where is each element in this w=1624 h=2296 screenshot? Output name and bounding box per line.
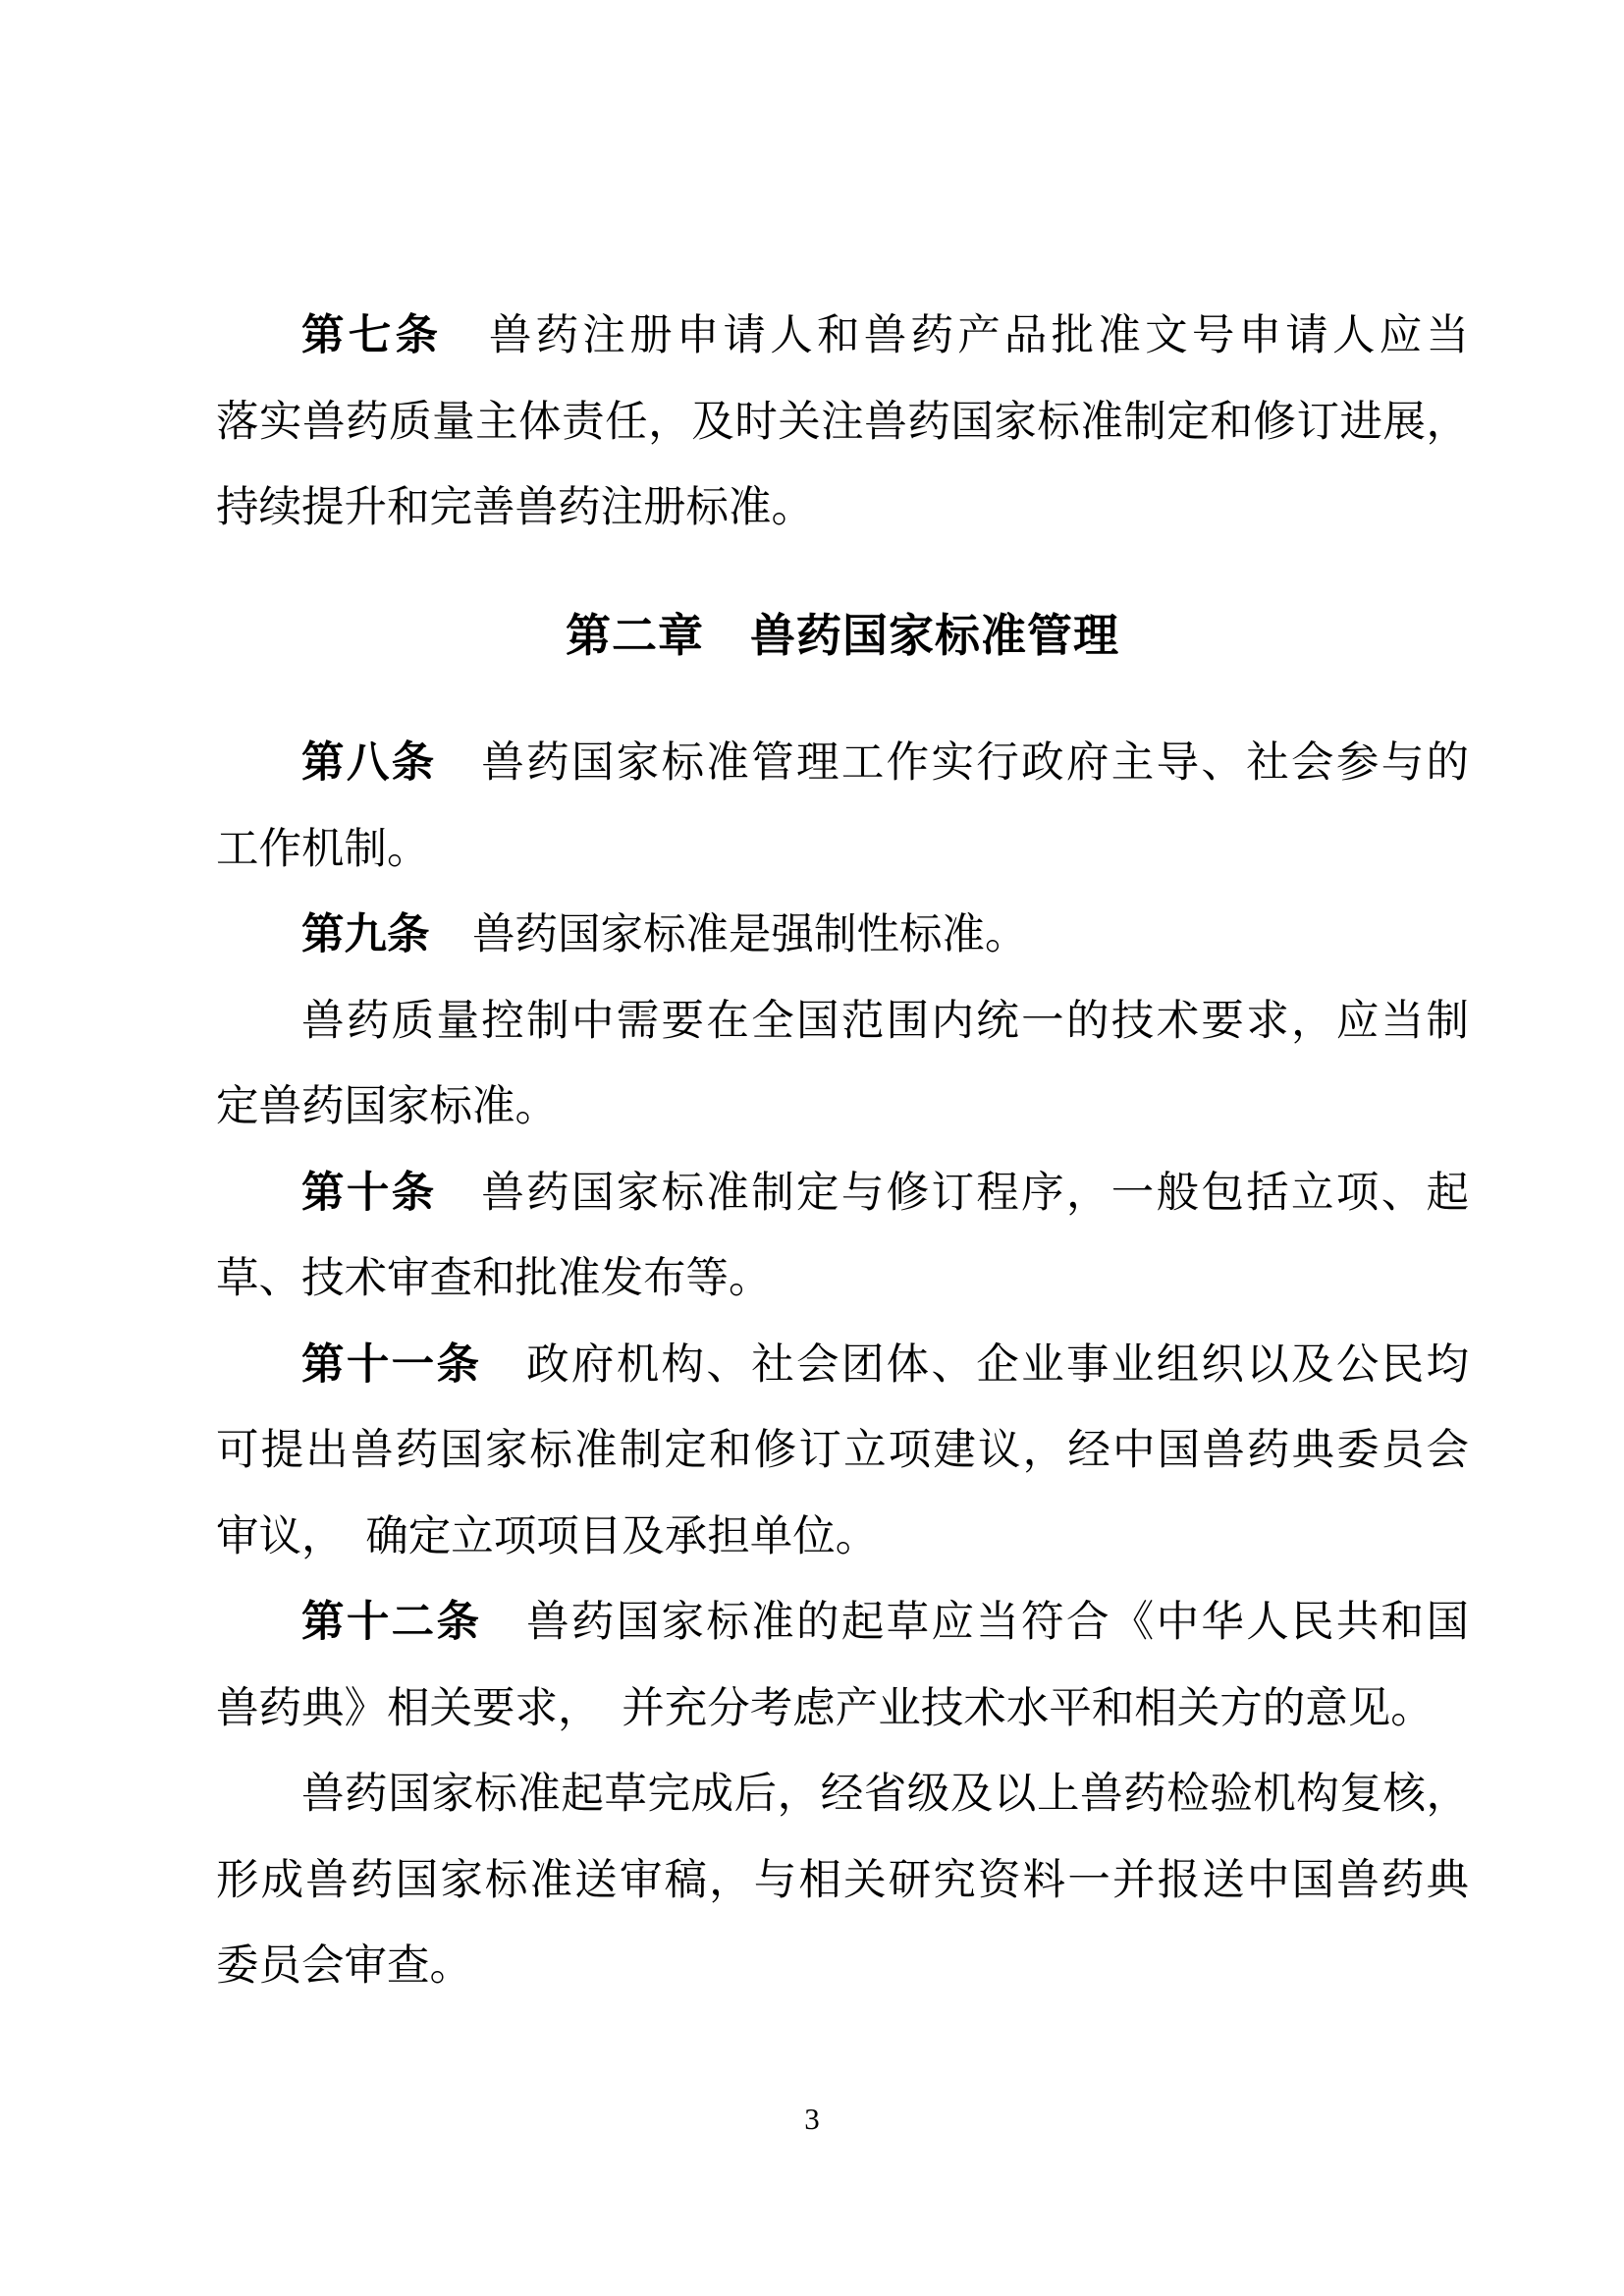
- article-12: [216, 1580, 1469, 1752]
- article-7-line-2: [216, 380, 1469, 466]
- article-7-label: 第七条: [301, 312, 443, 359]
- article-12-p2-line-1-text: 兽药国家标准起草完成后，经省级及以上兽药检验机构复核，: [301, 1771, 1469, 1818]
- article-9-p2-line-2: [216, 1065, 1469, 1151]
- article-11: [216, 1323, 1469, 1581]
- article-8-line-1: [216, 721, 1469, 807]
- article-7: [216, 294, 1469, 552]
- article-11-line-1-text: 政府机构、社会团体、企业事业组织以及公民均: [481, 1340, 1470, 1389]
- article-7-line-3: [216, 465, 1469, 552]
- article-11-line-1: [216, 1323, 1469, 1409]
- article-10-line-1-text: 兽药国家标准制定与修订程序，一般包括立项、起: [436, 1169, 1470, 1217]
- article-11-label: 第十一条: [301, 1340, 482, 1389]
- article-11-line-2-text: 可提出兽药国家标准制定和修订立项建议，经中国兽药典委员会: [216, 1427, 1469, 1474]
- article-12-p2-line-1: [216, 1752, 1469, 1838]
- article-12-line-1: [216, 1580, 1469, 1667]
- article-12-paragraph-2: [216, 1752, 1469, 2010]
- article-7-line-1-text: 兽药注册申请人和兽药产品批准文号申请人应当: [442, 312, 1469, 359]
- article-12-p2-line-3: [216, 1924, 1469, 2010]
- article-10-line-2-text: 草、技术审查和批准发布等。: [216, 1255, 772, 1302]
- chapter-2-heading: 第二章 兽药国家标准管理: [566, 610, 1119, 661]
- article-8-line-2-text: 工作机制。: [216, 825, 430, 873]
- article-9-p2-line-2-text: 定兽药国家标准。: [216, 1083, 558, 1130]
- article-12-p2-line-2-text: 形成兽药国家标准送审稿，与相关研究资料一并报送中国兽药典: [216, 1856, 1469, 1904]
- article-9-line-1: [216, 893, 1469, 979]
- article-11-line-3-text: 审议， 确定立项项目及承担单位。: [216, 1512, 879, 1560]
- article-8-line-1-text: 兽药国家标准管理工作实行政府主导、社会参与的: [436, 739, 1470, 787]
- article-9-line-1-text: 兽药国家标准是强制性标准。: [429, 911, 1028, 958]
- article-12-line-2: [216, 1667, 1469, 1753]
- article-10-label: 第十条: [301, 1169, 437, 1217]
- article-7-line-3-text: 持续提升和完善兽药注册标准。: [216, 484, 814, 531]
- article-7-line-1: [216, 294, 1469, 380]
- article-12-p2-line-2: [216, 1838, 1469, 1925]
- article-10-line-1: [216, 1151, 1469, 1237]
- article-12-label: 第十二条: [301, 1599, 482, 1646]
- article-9-p2-line-1: [216, 979, 1469, 1066]
- article-8-label: 第八条: [301, 739, 437, 787]
- article-9-p2-line-1-text: 兽药质量控制中需要在全国范围内统一的技术要求，应当制: [301, 997, 1469, 1045]
- article-11-line-2: [216, 1408, 1469, 1495]
- article-12-line-2-text: 兽药典》相关要求， 并充分考虑产业技术水平和相关方的意见。: [216, 1684, 1434, 1732]
- page-number: 3: [804, 2102, 820, 2136]
- article-10: [216, 1151, 1469, 1323]
- document-content: [216, 294, 1469, 2010]
- article-12-line-1-text: 兽药国家标准的起草应当符合《中华人民共和国: [481, 1599, 1470, 1646]
- article-9-label: 第九条: [301, 911, 430, 958]
- article-7-line-2-text: 落实兽药质量主体责任，及时关注兽药国家标准制定和修订进展，: [216, 398, 1469, 446]
- article-11-line-3: [216, 1495, 1469, 1581]
- article-12-p2-line-3-text: 委员会审查。: [216, 1942, 472, 1990]
- article-8: [216, 721, 1469, 893]
- article-9: [216, 893, 1469, 979]
- article-9-paragraph-2: [216, 979, 1469, 1151]
- article-10-line-2: [216, 1236, 1469, 1323]
- article-8-line-2: [216, 807, 1469, 894]
